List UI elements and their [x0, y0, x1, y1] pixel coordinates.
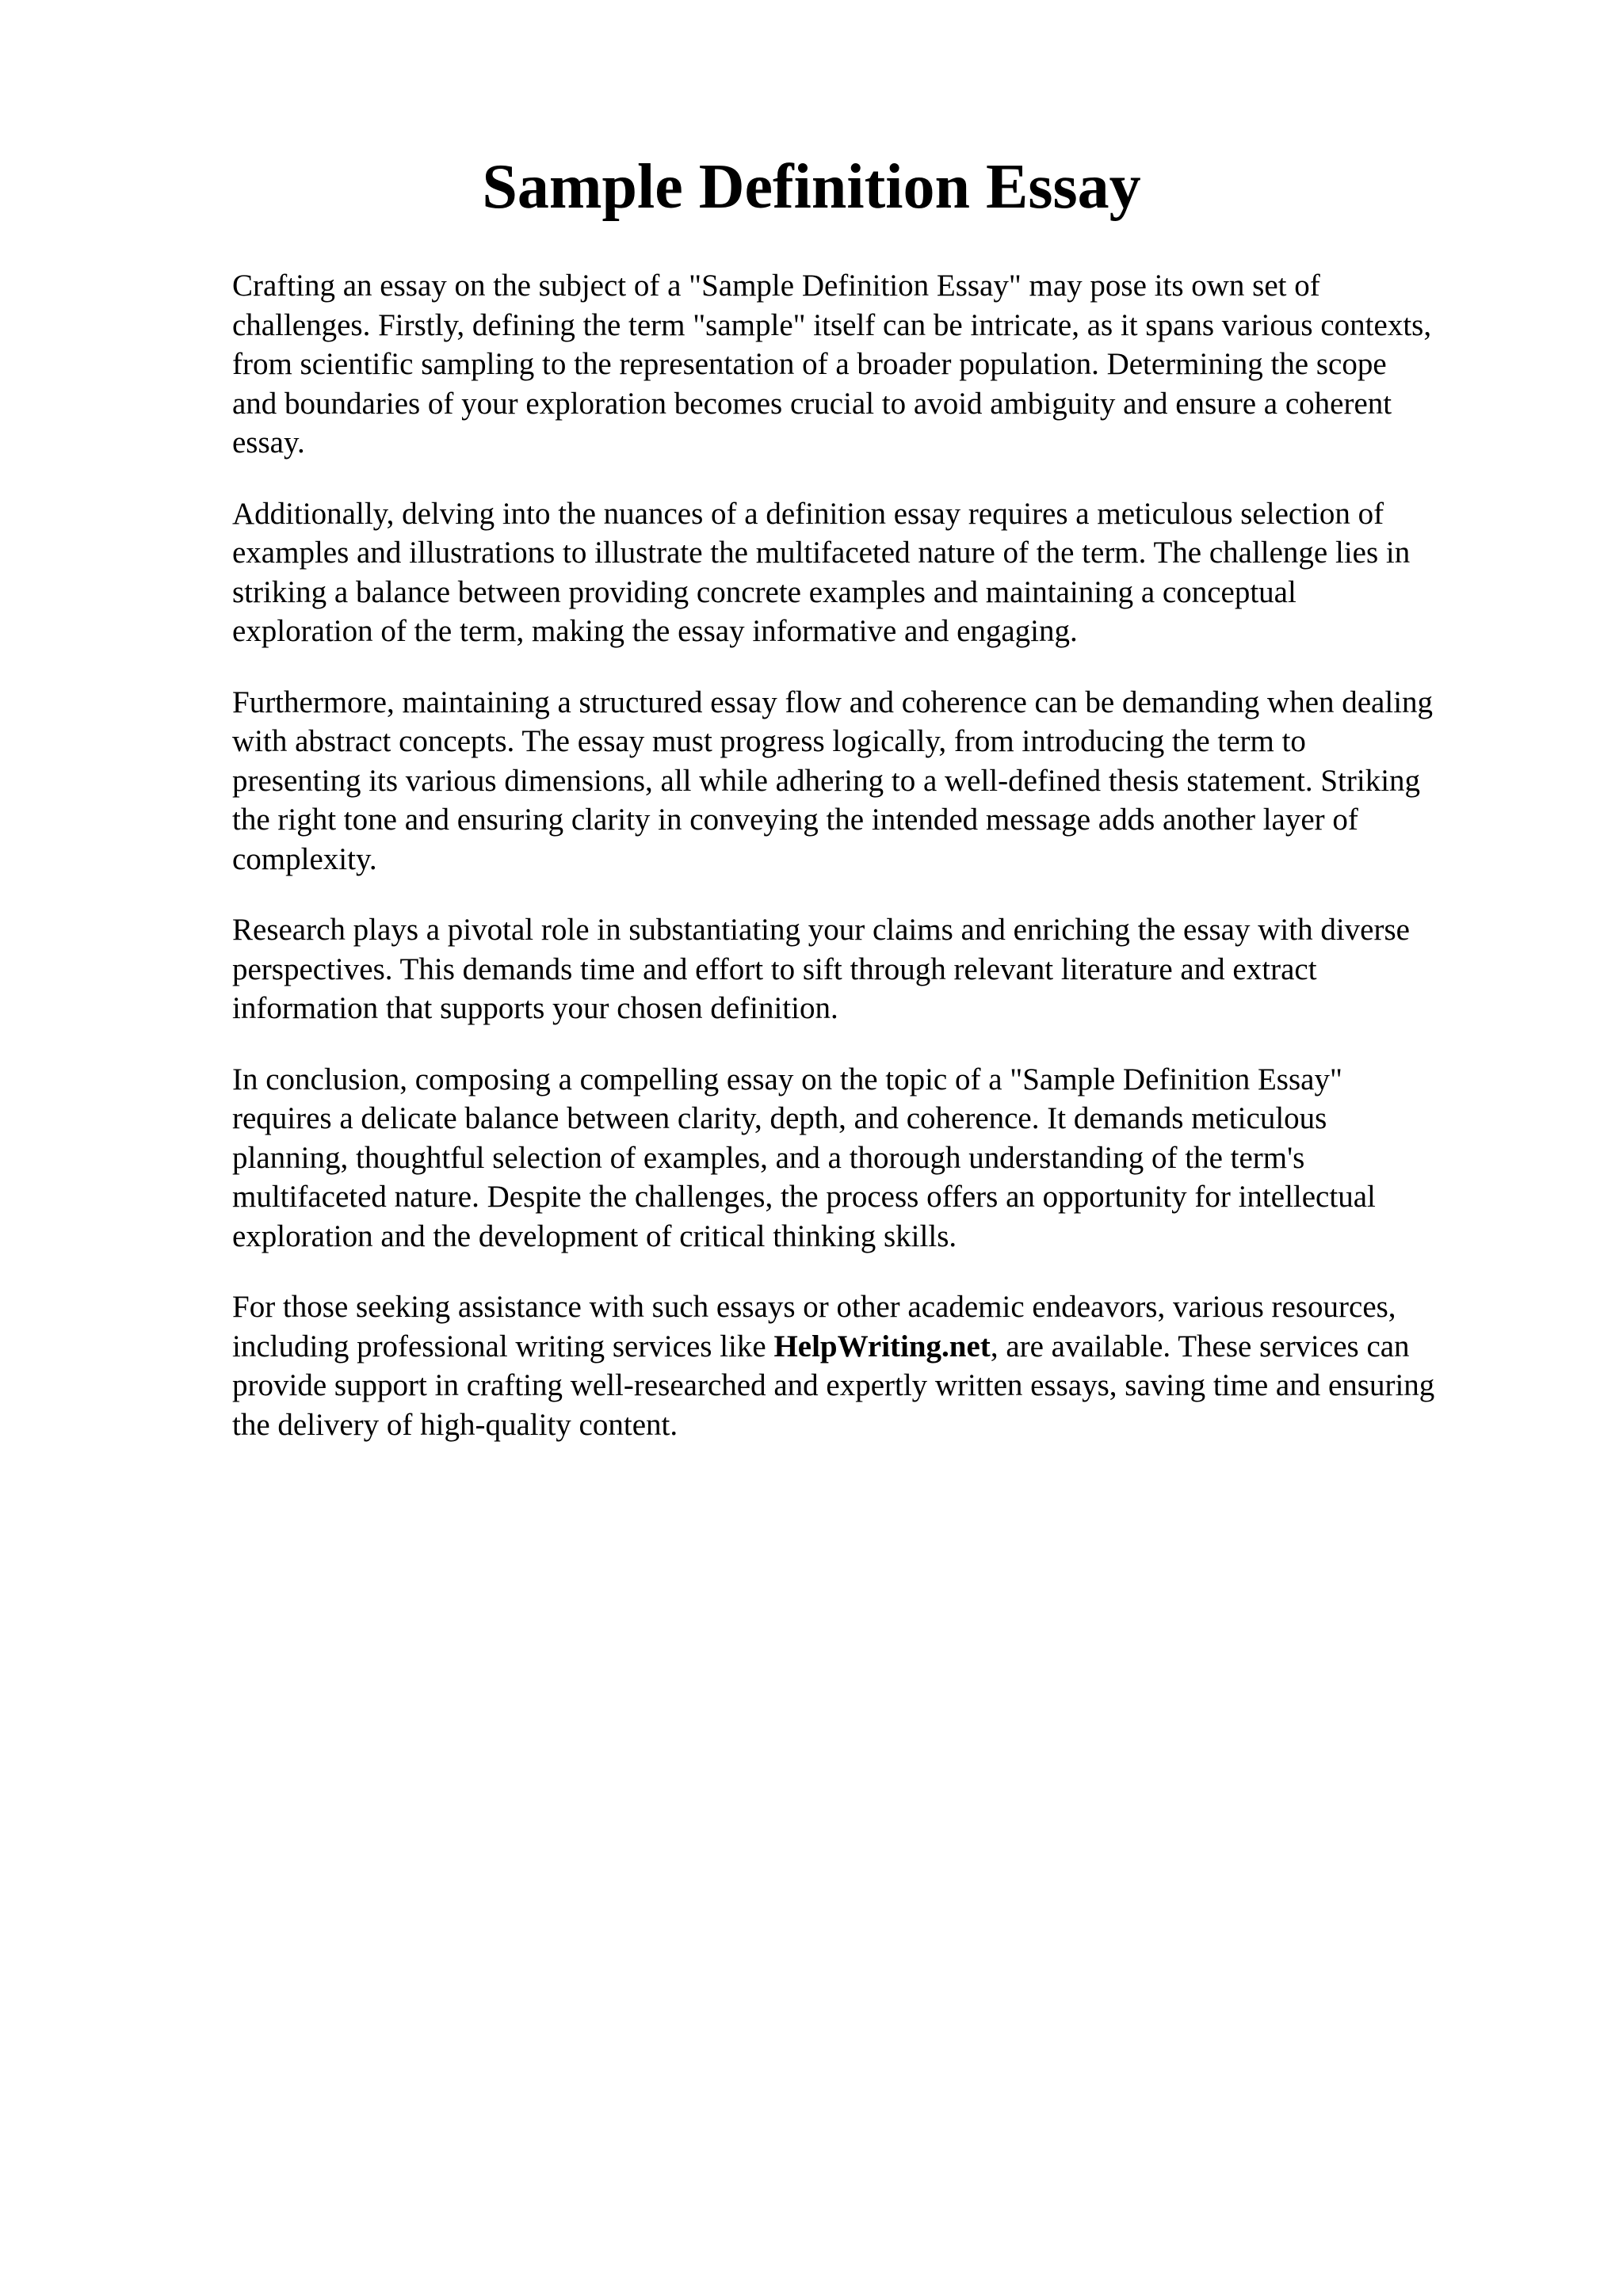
- text-segment: including professional writing services like: [232, 1329, 774, 1363]
- document-body: [232, 266, 1516, 1476]
- text-line: provide support in crafting well-researched and expertly written essays, saving time and ensuring: [232, 1368, 1435, 1402]
- brand-name: HelpWriting.net: [773, 1329, 991, 1363]
- text-line: information that supports your chosen definition.: [232, 991, 838, 1025]
- text-line: from scientific sampling to the representation of a broader population. Determining the scope: [232, 347, 1387, 381]
- text-line: In conclusion, composing a compelling essay on the topic of a "Sample Definition Essay": [232, 1062, 1342, 1097]
- text-line: exploration and the development of critical thinking skills.: [232, 1219, 957, 1253]
- paragraph-5: [232, 1060, 1516, 1257]
- text-line: presenting its various dimensions, all while adhering to a well-defined thesis statement. Striking: [232, 763, 1421, 798]
- text-line: perspectives. This demands time and effort to sift through relevant literature and extract: [232, 952, 1317, 986]
- text-line: and boundaries of your exploration becomes crucial to avoid ambiguity and ensure a coherent: [232, 386, 1392, 421]
- text-line: exploration of the term, making the essay informative and engaging.: [232, 614, 1078, 648]
- paragraph-1: [232, 266, 1516, 463]
- text-line: For those seeking assistance with such essays or other academic endeavors, various resources,: [232, 1290, 1396, 1324]
- document-title: Sample Definition Essay: [482, 152, 1141, 222]
- text-line: requires a delicate balance between clarity, depth, and coherence. It demands meticulous: [232, 1101, 1327, 1135]
- paragraph-3: [232, 683, 1516, 879]
- text-line: striking a balance between providing concrete examples and maintaining a conceptual: [232, 574, 1296, 609]
- text-line: essay.: [232, 425, 305, 460]
- text-line: Crafting an essay on the subject of a "Sample Definition Essay" may pose its own set of: [232, 269, 1320, 303]
- text-line: the right tone and ensuring clarity in conveying the intended message adds another layer of: [232, 803, 1358, 837]
- text-line: planning, thoughtful selection of examples, and a thorough understanding of the term's: [232, 1140, 1305, 1175]
- text-line: examples and illustrations to illustrate the multifaceted nature of the term. The challenge lies in: [232, 536, 1411, 570]
- text-segment: , are available. These services can: [990, 1329, 1410, 1363]
- paragraph-2: [232, 494, 1516, 651]
- text-line: Research plays a pivotal role in substantiating your claims and enriching the essay with diverse: [232, 913, 1410, 947]
- paragraph-6: [232, 1287, 1516, 1444]
- paragraph-4: [232, 910, 1516, 1028]
- text-line: multifaceted nature. Despite the challenges, the process offers an opportunity for intellectual: [232, 1180, 1376, 1214]
- text-line: challenges. Firstly, defining the term "sample" itself can be intricate, as it spans various contexts,: [232, 307, 1432, 342]
- text-line: the delivery of high-quality content.: [232, 1407, 678, 1442]
- text-line: Furthermore, maintaining a structured essay flow and coherence can be demanding when dealing: [232, 685, 1434, 719]
- text-line: Additionally, delving into the nuances of a definition essay requires a meticulous selection of: [232, 496, 1384, 531]
- text-line: with abstract concepts. The essay must progress logically, from introducing the term to: [232, 724, 1306, 758]
- text-line: complexity.: [232, 841, 377, 876]
- text-line: [232, 1327, 1516, 1367]
